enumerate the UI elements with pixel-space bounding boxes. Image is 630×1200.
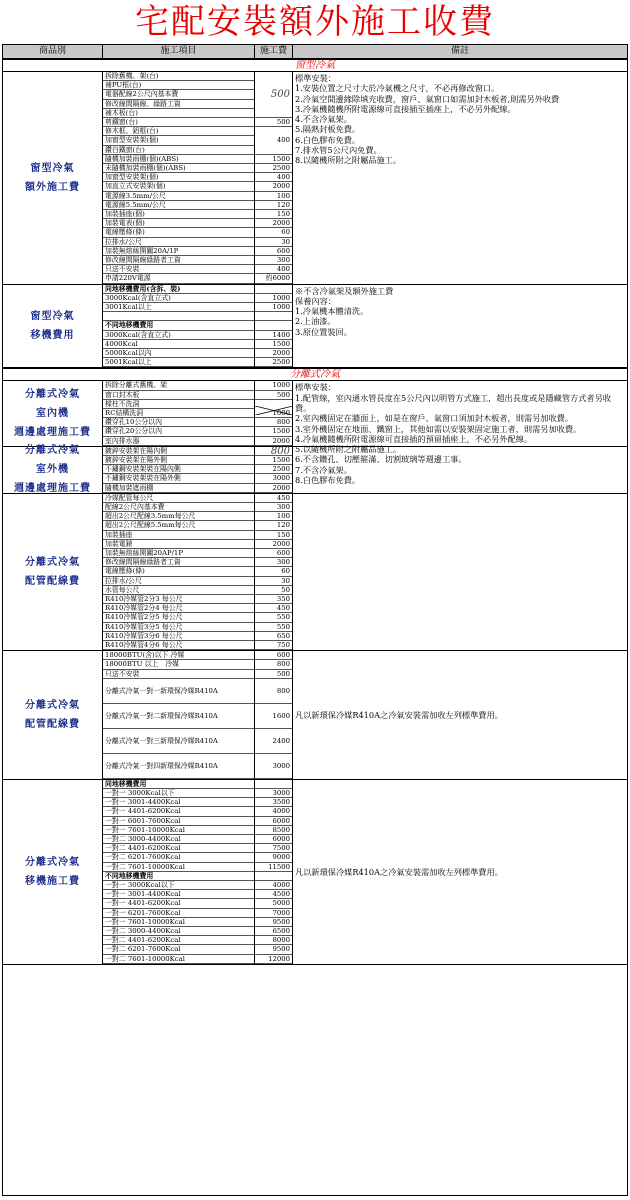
category-label [3,494,103,650]
item-row: 一對二 4401-6200Kcal [103,844,254,853]
item-row: 一對二 3000-4400Kcal [103,835,254,844]
fee-value: 30 [255,238,292,247]
fee-value: 2400 [255,729,292,754]
note-lines [295,710,503,720]
item-row: 水管每公尺 [103,586,254,595]
item-row: 3001Kcal以上 [103,303,254,312]
fee-value: 2000 [255,540,292,549]
note-line: 4.不含冷氣架。 [295,114,352,125]
fee-value: 1500 [255,427,292,436]
fee-value: 400 [255,173,292,182]
fee-value: 11500 [255,863,292,872]
item-row: 一對二 7601-10000Kcal [103,863,254,872]
cross-out-mark [255,400,292,409]
section-header-split: 分離式冷氣 [3,368,627,381]
item-row: 一對二 3000-4400Kcal [103,927,254,936]
note-line: 4.冷氣機隨機所附電源線可直接插的預留插座上，不必另外配線。 [295,433,533,444]
item-row: 拉排水/公尺 [103,238,254,247]
note-line: 6.白色膠布免費。 [295,134,361,145]
note-line: 2.冷氣空間邊緣除填充收費，窗戶、氣窗口如需加封木板者,則需另外收費 [295,93,560,104]
fee-value: 9500 [255,945,292,954]
fee-column [255,285,293,368]
note-lines [295,286,625,337]
header-item: 施工項目 [103,45,255,58]
fee-value: 600 [255,247,292,256]
note-line: 8.以隨機所附之附屬品施工。 [295,155,402,166]
fee-value: 8500 [255,826,292,835]
fee-column [255,494,293,650]
section-header-window: 窗型冷氣 [3,59,627,72]
category-line: 週邊處理施工費 [14,483,91,495]
fee-value: 4000 [255,807,292,816]
fee-value-merged: 500 [255,72,292,118]
fee-value: 3000 [255,789,292,798]
category-line: 分離式冷氣 [25,389,80,401]
fee-column [255,780,293,964]
note-line: 3.室外機固定在地面、鐵窗上，其他如需以安裝架固定施工者，則需另加收費。 [295,423,582,434]
category-line: 配管配線費 [25,718,80,730]
item-row: 加裝無熔絲開關20A/1P [103,247,254,256]
fee-value: 2000 [255,484,292,493]
item-row: 一對一 6201-7600Kcal [103,909,254,918]
category-line: 窗型冷氣 [30,162,75,174]
item-row: 不鏽鋼安裝架裝在陽內側 [103,465,254,474]
category-line: 窗型冷氣 [30,310,75,322]
fee-value: 7500 [255,844,292,853]
fee-value: 300 [255,503,292,512]
item-row: 一對一 4401-6200Kcal [103,807,254,816]
fee-value: 600 [255,651,292,660]
item-row: 樑柱不洗洞 [103,400,254,409]
item-row: R410冷媒管3分5 每公尺 [103,623,254,632]
fee-block [3,494,627,651]
item-row: 一對一 7601-10000Kcal [103,918,254,927]
fee-value: 500 [255,118,292,127]
item-row: 加裝插座 [103,531,254,540]
note-line: 標準安裝： [295,73,336,83]
fee-table [2,44,628,1196]
fee-column [255,72,293,284]
fee-value: 1000 [255,409,292,418]
note-line: 3.原位置裝回。 [295,326,352,337]
category-line: 移機費用 [30,329,75,341]
fee-value: 100 [255,192,292,201]
note-text [293,651,627,779]
category-label [3,381,103,445]
category-line: 移機施工費 [25,875,80,887]
note-line: ※不含冷氣架及額外施工費 [295,285,394,296]
item-column [103,381,255,445]
item-row: 窗口封木板 [103,391,254,400]
note-text [293,381,627,486]
category-line: 週邊處理施工費 [14,427,91,439]
fee-value: 50 [255,586,292,595]
item-row: 鑽穿孔10公分以內 [103,418,254,427]
fee-value: 150 [255,210,292,219]
item-row: 拆除舊機、架(台) [103,72,254,81]
fee-value: 2000 [255,437,292,446]
category-text [25,853,80,891]
category-label [3,285,103,368]
fee-value: 60 [255,567,292,576]
fee-value [255,872,292,881]
item-row: 加裝無熔絲開關20AP/1P [103,549,254,558]
fee-value: 12000 [255,955,292,964]
category-label [3,72,103,284]
fee-value: 2500 [255,358,292,367]
item-row: 剪鐵窗(台) [103,118,254,127]
category-text [25,159,80,197]
fee-value: 800 [255,660,292,669]
category-label [3,447,103,493]
item-row: 申請220V電源 [103,274,254,283]
fee-block [3,72,627,285]
fee-value: 3000 [255,754,292,779]
item-column [103,780,255,964]
fee-value: 1500 [255,340,292,349]
category-line: 分離式冷氣 [25,856,80,868]
item-column [103,72,255,284]
note-line: 費。 [295,402,312,413]
fee-value: 750 [255,641,292,650]
item-row: 加直立式安裝架(個) [103,182,254,191]
fee-value [255,285,292,294]
fee-value [255,312,292,321]
item-row: 修木框、鋁框(台) [103,127,254,136]
fee-value: 約6000 [255,274,292,283]
item-row: 分離式冷氣一對二新環保冷媒R410A [103,704,254,729]
note-line: 6.不含鑽孔、切壓箍滿、切割玻璃等週邊工事。 [295,454,467,465]
fee-value: 1000 [255,294,292,303]
item-row: 鍍鋅安裝架在陽外側 [103,456,254,465]
item-row: 同地移機費用(含拆、裝) [103,285,254,294]
item-row: 拉排水/公尺 [103,577,254,586]
fee-value: 1500 [255,456,292,465]
item-row: 同地移機費用 [103,780,254,789]
fee-value: 800 [255,447,292,456]
fee-value: 6000 [255,817,292,826]
item-row: 電線壓條(條) [103,228,254,237]
item-row: 超出2公尺配線5.5mm每公尺 [103,521,254,530]
item-row: 一對一 4401-6200Kcal [103,899,254,908]
fee-block [3,651,627,780]
item-row: RC結構洗洞 [103,409,254,418]
item-row: 電源線5.5mm/公尺 [103,201,254,210]
note-text [293,285,627,368]
fee-column [255,447,293,493]
note-text [293,780,627,964]
item-row: 鑽穿孔20公分以內 [103,427,254,436]
category-text [31,307,75,345]
category-text [25,553,80,591]
category-text [14,385,91,442]
note-line: 保養內容： [295,295,336,306]
item-row: 一對二 6201-7600Kcal [103,945,254,954]
fee-block [3,285,627,369]
note-line: 3.冷氣機隨機所附電源線可直接插至插座上，不必另外配線。 [295,103,516,114]
item-row: 3000Kcal(含直立式) [103,294,254,303]
note-line: 1.安裝位置之尺寸大於冷氣機之尺寸，不必再修改窗口。 [295,83,500,94]
fee-value: 6500 [255,927,292,936]
category-label [3,651,103,779]
fee-value: 450 [255,494,292,503]
item-column [103,447,255,493]
fee-value: 7000 [255,909,292,918]
fee-value: 400 [255,265,292,274]
item-row: 超出2公尺配線3.5mm每公尺 [103,512,254,521]
note-line: 2.室內機固定在牆面上，如是在窗戶、氣窗口須加封木板者，則需另加收費。 [295,413,574,424]
item-row: 分離式冷氣一對四新環保冷媒R410A [103,754,254,779]
item-row: 電線壓條(條) [103,567,254,576]
item-row: 隨機加裝雨棚(個)(ABS) [103,155,254,164]
category-line: 額外施工費 [25,181,80,193]
item-row: 未隨機加裝雨棚(個)(ABS) [103,164,254,173]
fee-value: 4500 [255,890,292,899]
note-line: 凡以新環保冷媒R410A之冷氣安裝需加收左列標準費用。 [295,709,503,720]
item-row: 修改線間隔線、綠路工資 [103,100,254,109]
category-line: 分離式冷氣 [25,699,80,711]
fee-column [255,381,293,445]
fee-value: 8000 [255,936,292,945]
item-row: 18000BTU 以上 冷媒 [103,660,254,669]
category-line: 分離式冷氣 [25,556,80,568]
item-row: 只送不安裝 [103,670,254,679]
item-row: 一對二 4401-6200Kcal [103,936,254,945]
item-row: 加窗型安裝架(個) [103,173,254,182]
item-row: 5001Kcal以上 [103,358,254,367]
fee-value: 450 [255,604,292,613]
fee-value: 500 [255,670,292,679]
table-header [3,45,627,59]
category-line: 配管配線費 [25,575,80,587]
fee-value: 9500 [255,918,292,927]
item-row: 不同地移機費用 [103,321,254,330]
item-row: 加窗型安裝架(個) [103,136,254,145]
item-row: 拆除分離式舊機、架 [103,381,254,390]
fee-value: 500 [255,391,292,400]
item-row [103,312,254,321]
note-text [293,72,627,284]
item-row: R410冷媒管2分3 每公尺 [103,595,254,604]
item-row: 修改線間隔線綠路者工資 [103,558,254,567]
note-line: 凡以新環保冷媒R410A之冷氣安裝需加收左列標準費用。 [295,866,503,877]
note-line: 1.冷氣機本體清洗。 [295,306,369,317]
note-lines [295,73,625,166]
fee-value: 1500 [255,155,292,164]
category-text [14,441,91,498]
item-row: 18000BTU(含)以下 冷媒 [103,651,254,660]
fee-value: 2000 [255,219,292,228]
item-row: 加裝電錶 [103,540,254,549]
note-line: 5.隔熱封板免費。 [295,124,361,135]
category-line: 分離式冷氣 [25,445,80,457]
item-row: 補木板(台) [103,109,254,118]
note-text [293,447,627,493]
header-category: 商品別 [3,45,103,58]
item-row: 不鏽鋼安裝架裝在陽外側 [103,474,254,483]
category-line: 室外機 [36,464,69,476]
fee-value: 5000 [255,899,292,908]
fee-value: 150 [255,531,292,540]
note-line: 8.白色膠布免費。 [295,475,361,486]
fee-value [255,780,292,789]
fee-block [3,447,627,494]
note-line: 標準安裝： [295,382,336,393]
note-line: 5.以隨機所附之附屬品施工。 [295,444,402,455]
fee-value-merged: 400 [255,127,292,155]
note-text [293,494,627,650]
item-row: 分離式冷氣一對三新環保冷媒R410A [103,729,254,754]
item-row: 3000Kcal(含直立式) [103,331,254,340]
item-row: 鑽白鐵窗(台) [103,146,254,155]
item-row: R410冷媒管4分6 每公尺 [103,641,254,650]
fee-value: 300 [255,558,292,567]
fee-value: 600 [255,549,292,558]
note-line: 7.排水管5公尺內免費。 [295,145,382,156]
fee-value: 60 [255,228,292,237]
item-row: 分離式冷氣一對一新環保冷媒R410A [103,679,254,704]
fee-value: 550 [255,613,292,622]
fee-value: 120 [255,521,292,530]
fee-value: 350 [255,595,292,604]
item-row: R410冷媒管3分6 每公尺 [103,632,254,641]
item-row: 電源線3.5mm/公尺 [103,192,254,201]
fee-value: 1400 [255,331,292,340]
fee-block [3,780,627,965]
fee-value: 800 [255,679,292,704]
item-row: 一對一 3000Kcal以下 [103,789,254,798]
item-row: 一對一 3001-4400Kcal [103,890,254,899]
fee-value: 3500 [255,798,292,807]
fee-value: 9000 [255,853,292,862]
item-row: 修改線間隔線綠路者工資 [103,256,254,265]
item-row: 一對一 3001-4400Kcal [103,798,254,807]
page-title: 宅配安裝額外施工收費 [135,2,495,42]
item-row: 4000Kcal [103,340,254,349]
item-row: 一對二 7601-10000Kcal [103,955,254,964]
category-text [25,696,80,734]
header-fee: 施工費 [255,45,293,58]
item-row: 一對一 6001-7600Kcal [103,817,254,826]
item-row: R410冷媒管2分4 每公尺 [103,604,254,613]
header-note: 備註 [450,46,469,56]
fee-value: 100 [255,512,292,521]
category-label [3,780,103,964]
note-line: 7.不含冷氣架。 [295,464,352,475]
fee-value: 300 [255,256,292,265]
fee-value: 550 [255,623,292,632]
fee-value [255,321,292,330]
item-row: 一對一 7601-10000Kcal [103,826,254,835]
item-row: 不同地移機費用 [103,872,254,881]
item-row: 室內排水器 [103,437,254,446]
fee-value: 4000 [255,881,292,890]
fee-value: 6000 [255,835,292,844]
fee-value: 1600 [255,704,292,729]
fee-value: 2500 [255,164,292,173]
fee-value: 1000 [255,381,292,390]
item-row: 補PU框(台) [103,81,254,90]
fee-value: 120 [255,201,292,210]
item-row: 只送不安裝 [103,265,254,274]
note-lines [295,867,503,877]
item-row: 鍍鋅安裝架在陽內側 [103,447,254,456]
fee-value: 3000 [255,474,292,483]
item-row: 一對二 6201-7600Kcal [103,853,254,862]
item-column [103,494,255,650]
item-row: R410冷媒管2分5 每公尺 [103,613,254,622]
fee-value: 2000 [255,182,292,191]
fee-value: 30 [255,577,292,586]
fee-value: 650 [255,632,292,641]
fee-column [255,651,293,779]
note-line: 2.上油漆。 [295,316,336,327]
fee-value: 2000 [255,349,292,358]
item-row: 電器配線2公尺內基本費 [103,90,254,99]
fee-value: 2500 [255,465,292,474]
item-row: 冷媒配管每公尺 [103,494,254,503]
item-row: 一對一 3000Kcal以下 [103,881,254,890]
item-row: 配線2公尺內基本費 [103,503,254,512]
item-row: 5000Kcal以內 [103,349,254,358]
note-line: 1.配管線，室內通水管長度在5公尺內以明管方式施工，超出長度或是隱藏管方式者另收 [295,392,611,403]
fee-value: 800 [255,418,292,427]
item-row: 隨機加裝遮雨棚 [103,484,254,493]
item-row: 加裝電表(個) [103,219,254,228]
item-row: 加裝插座(個) [103,210,254,219]
category-line: 室內機 [36,408,69,420]
item-column [103,651,255,779]
item-column [103,285,255,368]
fee-value: 1000 [255,303,292,312]
